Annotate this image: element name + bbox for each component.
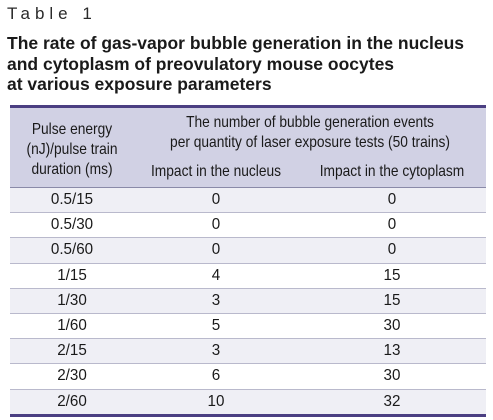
nucleus-count-cell: 4 <box>138 263 294 288</box>
row-header-line-3: duration (ms) <box>31 160 113 178</box>
pulse-parameter-cell: 2/60 <box>13 389 131 415</box>
cytoplasm-count-cell: 15 <box>303 288 482 313</box>
nucleus-count-cell: 10 <box>138 389 294 415</box>
pulse-parameter-cell: 0.5/30 <box>13 213 131 238</box>
cytoplasm-count-cell: 13 <box>303 339 482 364</box>
nucleus-count-cell: 6 <box>138 364 294 389</box>
table-header <box>10 107 486 188</box>
group-header-line-2: per quantity of laser exposure tests (50 trains) <box>170 133 450 151</box>
caption-line-2: and cytoplasm of preovulatory mouse oocytes <box>7 53 395 74</box>
table-row <box>10 238 486 263</box>
group-header-line-1: The number of bubble generation events <box>186 113 434 131</box>
table-body <box>10 188 486 416</box>
cytoplasm-count-cell: 15 <box>303 263 482 288</box>
caption-line-3: at various exposure parameters <box>7 74 272 94</box>
data-table <box>10 105 486 417</box>
pulse-parameter-cell: 1/60 <box>13 313 131 338</box>
table-row <box>10 364 486 389</box>
table-row <box>10 313 486 338</box>
table-number-label: Table 1 <box>7 4 97 23</box>
caption-line-1: The rate of gas-vapor bubble generation in the nucleus <box>7 33 465 53</box>
nucleus-count-cell: 0 <box>138 238 294 263</box>
table-row <box>10 188 486 213</box>
table-row <box>10 389 486 415</box>
pulse-parameter-cell: 0.5/60 <box>13 238 131 263</box>
nucleus-column-header: Impact in the nucleus <box>145 157 286 188</box>
pulse-parameter-cell: 1/15 <box>13 263 131 288</box>
table-caption <box>7 33 487 95</box>
table-row <box>10 288 486 313</box>
cytoplasm-count-cell: 0 <box>303 238 482 263</box>
cytoplasm-count-cell: 30 <box>303 313 482 338</box>
nucleus-count-cell: 5 <box>138 313 294 338</box>
table-row <box>10 213 486 238</box>
pulse-parameter-cell: 0.5/15 <box>13 188 131 213</box>
table-row <box>10 263 486 288</box>
cytoplasm-count-cell: 30 <box>303 364 482 389</box>
cytoplasm-count-cell: 0 <box>303 188 482 213</box>
cytoplasm-count-cell: 32 <box>303 389 482 415</box>
cytoplasm-count-cell: 0 <box>303 213 482 238</box>
pulse-parameter-cell: 2/15 <box>13 339 131 364</box>
row-header-line-1: Pulse energy <box>31 120 113 138</box>
nucleus-count-cell: 0 <box>138 213 294 238</box>
pulse-energy-column-header <box>19 107 126 188</box>
bubble-events-group-header <box>159 107 462 158</box>
table-row <box>10 339 486 364</box>
nucleus-count-cell: 3 <box>138 339 294 364</box>
pulse-parameter-cell: 1/30 <box>13 288 131 313</box>
pulse-parameter-cell: 2/30 <box>13 364 131 389</box>
cytoplasm-column-header: Impact in the cytoplasm <box>311 157 473 188</box>
row-header-line-2: (nJ)/pulse train <box>26 140 118 158</box>
nucleus-count-cell: 3 <box>138 288 294 313</box>
nucleus-count-cell: 0 <box>138 188 294 213</box>
